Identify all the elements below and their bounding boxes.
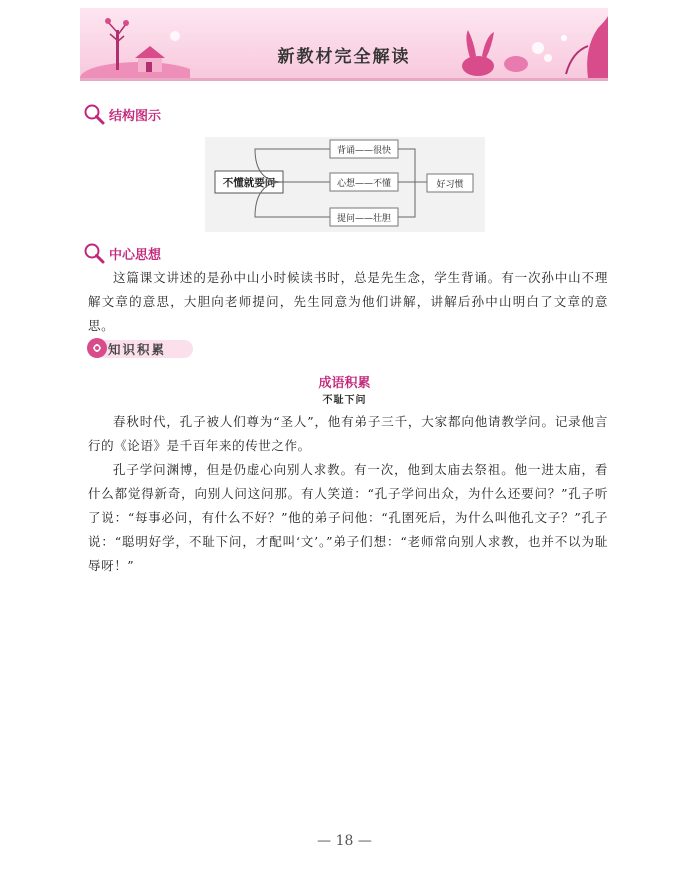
diagram-root-label: 不懂就要问 [222,177,276,189]
central-idea-paragraph: 这篇课文讲述的是孙中山小时候读书时，总是先生念，学生背诵。有一次孙中山不理解文章的意思，大胆向老师提问，先生同意为他们讲解，讲解后孙中山明白了文章的意思。 [88,270,608,333]
header-banner [80,8,608,81]
section-heading-structure [83,103,161,125]
section-heading-knowledge: 知识积累 [108,342,167,357]
section-heading-text: 中心思想 [109,247,162,263]
idiom-paragraph: 孔子学问渊博，但是仍虚心向别人求教。有一次，他到太庙去祭祖。他一进太庙，看什么都觉得新奇，向别人问这问那。有人笑道：“孔子学问出众，为什么还要问？”孔子听了说：“每事必问，有什么不好？”他的弟子问他：“孔圉死后，为什么叫他孔文子？”孔子说：“聪明好学，不耻下问，才配叫‘文’。”弟子们想：“老师常向别人求教，也并不以为耻辱呀！” [88,462,608,573]
diagram-branch-label: 心想——不懂 [336,179,392,189]
section-heading-central [83,242,161,264]
idiom-paragraph: 春秋时代，孔子被人们尊为“圣人”，他有弟子三千，大家都向他请教学问。记录他言行的《论语》是千百年来的传世之作。 [88,414,608,453]
section-heading-text: 结构图示 [109,108,162,124]
idiom-name: 不耻下问 [322,395,367,406]
header-title: 新教材完全解读 [277,47,411,67]
idiom-section-title: 成语积累 [318,376,371,391]
diagram-branch-label: 提问——壮胆 [336,214,392,224]
structure-diagram [205,137,485,232]
magnifier-icon [83,242,105,264]
diagram-result-label: 好习惯 [436,180,464,190]
magnifier-icon [83,103,105,125]
diagram-branch-label: 背诵——很快 [336,146,392,156]
bunny-flower-illustration-icon [438,8,608,78]
page-number: — 18 — [317,833,372,849]
